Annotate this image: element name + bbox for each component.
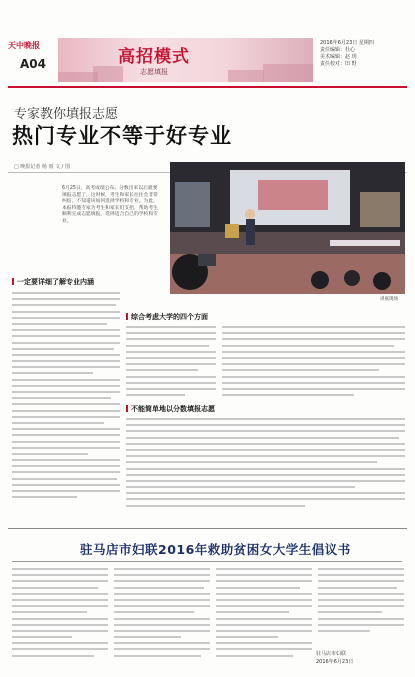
meta-date: 2016年6月23日 星期四 [320,40,374,46]
article-kicker: 专家教你填报志愿 [14,107,119,122]
masthead [0,0,415,84]
article-lede: 6月25日，高考成绩公布。分数出来以后就要填报志愿了，这时候，考生和家长往往会非常纠结，不知道该如何选择学校和专业。为此，本报特邀专家为考生和家长们支招，帮助考生顺利完成志愿填报，选择适合自己的学校和专业。 [62,186,158,224]
section-heading-1 [12,277,94,287]
paper-name: 天中晚报 [8,41,40,50]
article-byline: □ 晚报记者 杨 雨 文 / 图 [14,164,70,170]
page-number: A04 [20,57,46,71]
meta-art-editor: 美术编辑：赵 玥 [320,54,357,60]
body-column-1 [12,292,120,502]
section-heading-text: 一定要详细了解专业内涵 [17,278,94,286]
notice-signature: 驻马店市妇联 [316,651,347,657]
notice-column-1 [12,568,108,661]
section-subtitle: 志愿填报 [140,68,168,76]
section-heading-text: 不能简单地以分数填报志愿 [131,405,215,413]
body-column-4 [126,418,405,511]
photo-caption: 讲座现场 [380,297,398,302]
heading-marker [12,278,14,285]
section-heading-3 [126,404,215,414]
article-headline: 热门专业不等于好专业 [12,124,232,148]
notice-column-2 [114,568,210,661]
lecture-photo [170,162,405,294]
section-heading-text: 综合考虑大学的四个方面 [131,313,208,321]
body-column-2 [126,326,216,400]
notice-column-3 [216,568,312,661]
heading-marker [126,405,128,412]
notice-date: 2016年6月23日 [316,659,354,665]
heading-marker [126,313,128,320]
masthead-rule [8,86,407,88]
notice-divider [12,561,402,562]
meta-proofreader: 责任校对：田 野 [320,61,357,67]
section-heading-2 [126,312,208,322]
meta-editor: 责任编辑：杜心 [320,47,356,53]
body-column-3 [222,326,405,400]
notice-title: 驻马店市妇联2016年救助贫困女大学生倡议书 [80,542,351,557]
notice-column-4 [318,568,404,636]
section-title: 高招模式 [118,47,190,67]
